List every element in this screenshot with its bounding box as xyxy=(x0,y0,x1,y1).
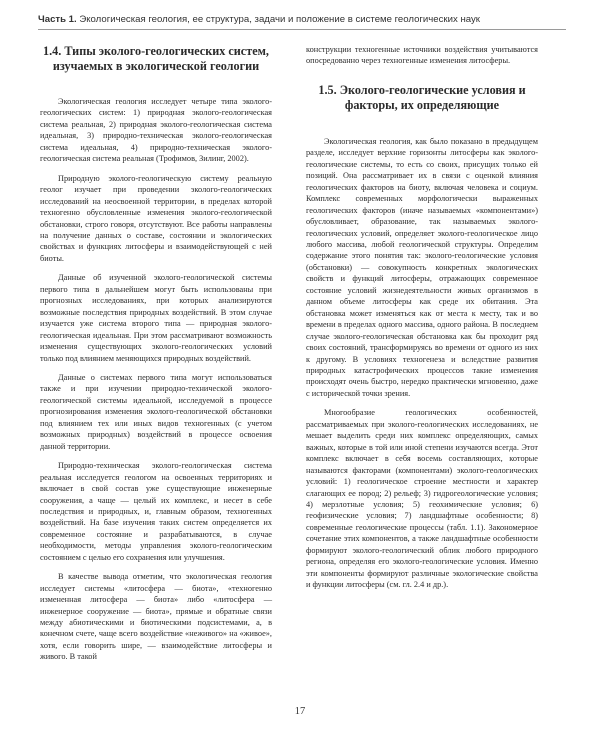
header-part: Часть 1. xyxy=(38,14,77,25)
paragraph-continuation: конструкции техногенные источники воздействия учитываются опосредованно через техногенные изменения литосферы. xyxy=(306,45,538,66)
section-title-1-5: 1.5. Эколого-геологические условия и факторы, их определяющие xyxy=(318,82,526,112)
paragraph: Природно-техническая эколого-геологическая система реальная исследуется геологом на освоенных территориях и включает в свой состав уже существующие инженерные сооружения, а чаще — целый их комплекс, и несет в себе последствия и природных, и, главным образом, техногенных воздействий. На базе изучения таких систем определяется их современное состояние и разрабатываются, в случае необходимости, методы управления эколого-геологическим состоянием с целью его сохранения или улучшения. xyxy=(40,461,272,562)
paragraph: В качестве вывода отметим, что экологическая геология исследует системы «литосфера — биота», «техногенно измененная литосфера — биота» либо «литосфера — инженерное сооружение — биота», прямые и обратные связи между абиотическими и биотическими подсистемами, а, в конечном счете, чаще всего воздействие «неживого» на «живое», хотя, если говорить шире, — взаимодействие литосферы и живого. В такой xyxy=(40,572,272,662)
paragraph: Экологическая геология, как было показано в предыдущем разделе, исследует верхние горизонты литосферы как эколого-геологические системы, то есть со своих, присущих только ей позиций. Она рассматривает их в связи с оценкой влияния геологических факторов на биоту, включая человека и социум. Комплекс современных морфологически выраженных геологических факторов (иначе называемых «компонентами») обусловливает, образование, так называемых эколого-геологических условий, определяет эколого-геологическое лицо любого массива, любой геологической структуры. Определим содержание этого понятия так: эколого-геологические условия (обстановки) — совокупность конкретных экологических свойств и функций литосферы, отражающих современное состояние условий жизнедеятельности живых организмов в данном объеме литосферы как среде их обитания. Эта обстановка может изменяться как от места к месту, так и во времени в пределах одного массива, одного района. В последнем случае эколого-геологическая обстановка как бы проходит ряд своих состояний, трансформируясь во времени от одного из них к другому. В условиях техногенеза и вследствие развития природных катастрофических процессов такие изменения происходят очень быстро, нередко практически мгновенно, даже с исторической точки зрения. xyxy=(306,136,538,398)
left-column xyxy=(40,44,272,671)
page-number: 17 xyxy=(294,706,306,717)
section-title-1-4: 1.4. Типы эколого-геологических систем, изучаемых в экологической геологии xyxy=(43,44,269,73)
right-column xyxy=(306,44,538,599)
paragraph: Многообразие геологических особенностей, рассматриваемых при эколого-геологических исследованиях, не мешает выделить среди них комплекс определяющих, самых важных, которые в той или иной степени изучаются всегда. Этот комплекс включает в себя восемь составляющих, которые называются факторами (компонентами) эколого-геологических условий: 1) геологическое строение местности и характер слагающих ее пород; 2) рельеф; 3) гидрогеологические условия; 4) мерзлотные условия; 5) геохимические условия; 6) геофизические условия; 7) ландшафтные особенности; 8) современные геологические процессы (табл. 1.1). Закономерное сочетание этих компонентов, а также ландшафтные особенности формируют эколого-геологический облик любого природного региона, определяя его эколого-геологические условия. Именно эти компоненты формируют различные экологические свойства и функции литосферы (см. гл. 2.4 и др.). xyxy=(306,408,538,590)
running-header xyxy=(38,14,566,30)
paragraph: Экологическая геология исследует четыре типа эколого-геологических систем: 1) природная эколого-геологическая система реальная, 2) природная эколого-геологическая система идеальная, 3) природно-техническая эколого-геологическая система идеальная, 4) природно-техническая эколого-геологическая система реальная (Трофимов, Зилинг, 2002). xyxy=(40,97,272,164)
paragraph: Данные об изученной эколого-геологической системы первого типа в дальнейшем могут быть использованы при прогнозных исследованиях, при которых анализируются возможные последствия природных воздействий. В этом случае изучается уже система второго типа — природная эколого-геологическая идеальная. При этом рассматривают возможность изменения существующих эколого-геологических условий только под влиянием меняющихся природных воздействий. xyxy=(40,273,272,363)
paragraph: Данные о системах первого типа могут использоваться также и при изучении природно-технической эколого-геологической системы идеальной, исследуемой в процессе прогнозирования изменения эколого-геологической обстановки под влиянием тех или иных видов техногенных (с учетом возможных природных) воздействий в процессе освоения данной территории. xyxy=(40,372,272,451)
paragraph: Природную эколого-геологическую систему реальную геолог изучает при проведении эколого-геологических исследований на неосвоенной территории, в пределах которой техногенно обусловленные изменения эколого-геологической обстановки, строго говоря, отсутствуют. Все работы направлены на получение данных о составе, состоянии и экологических свойствах и функциях литосферы и взаимодействующей с ней биоты. xyxy=(40,173,272,263)
header-title: Экологическая геология, ее структура, задачи и положение в системе геологических наук xyxy=(79,14,480,25)
